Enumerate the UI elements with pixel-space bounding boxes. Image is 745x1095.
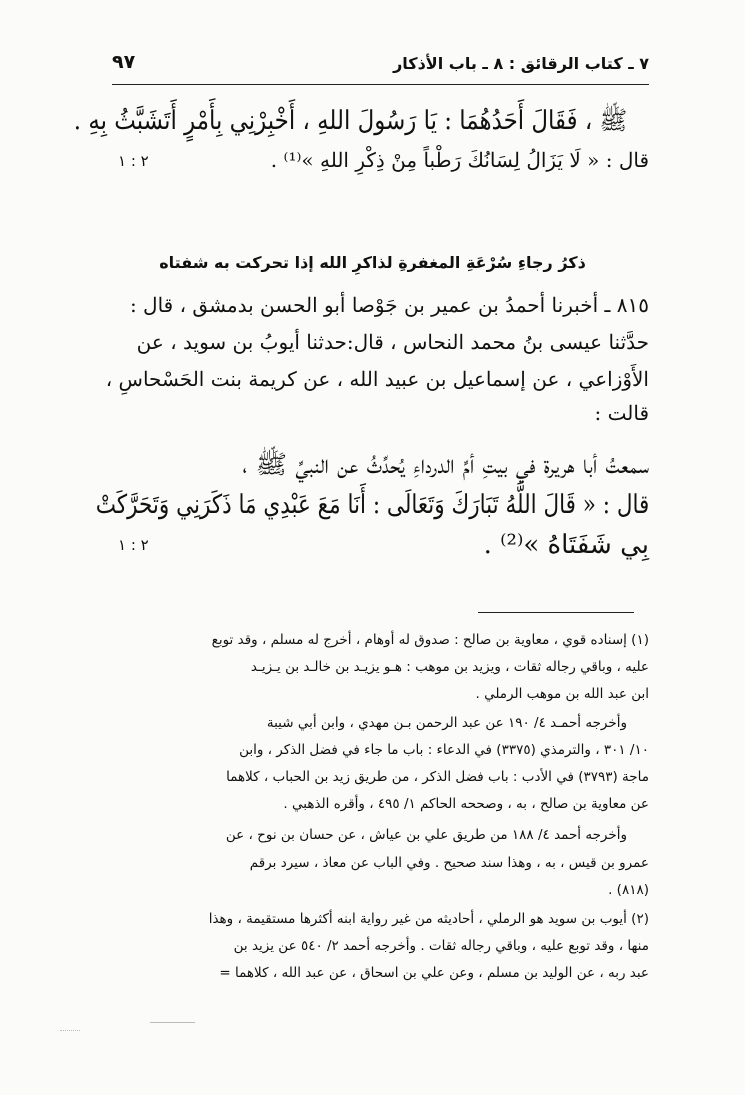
isnad-line: ٨١٥ ـ أخبرنا أحمدُ بن عمير بن جَوْصا أبو الحسن بدمشق ، قال : — [129, 293, 649, 317]
page-number: ٩٧ — [112, 51, 136, 73]
footnote-line: عمرو بن قيس ، به ، وهذا سند صحيح . وفي الباب عن معاذ ، سيرد برقم — [249, 855, 649, 871]
smudge-mark — [150, 1022, 195, 1023]
footnote-line: (٢) أيوب بن سويد هو الرملي ، أحاديثه من غير رواية ابنه أكثرها مستقيمة ، وهذا — [208, 911, 649, 927]
footnote-separator — [478, 612, 634, 613]
footnote-line: عبد ربه ، عن الوليد بن مسلم ، وعن علي بن اسحاق ، عن عبد الله ، كلاهما = — [219, 965, 649, 981]
footnote-line: ١٠/ ٣٠١ ، والترمذي (٣٣٧٥) في الدعاء : باب ما جاء في فضل الذكر ، وابن — [239, 742, 649, 758]
isnad-line: الأَوْزاعي ، عن إسماعيل بن عبيد الله ، عن كريمة بنت الحَسْحاسِ ، — [105, 367, 649, 391]
isnad-line: قالت : — [594, 401, 649, 425]
reference-mark: ٢ : ١ — [118, 152, 149, 170]
matn-line: سمعتُ أبا هريرة في بيتِ أمِّ الدرداءِ يُحدِّثُ عن النبيِّ ﷺ ، — [242, 450, 649, 480]
matn-line: قال : « قَالَ اللَّهُ تَبَارَكَ وَتَعَالَى : أَنَا مَعَ عَبْدِي مَا ذَكَرَنِي وَتَحَرَّكَتْ — [95, 490, 649, 520]
matn-line: بِي شَفَتَاهُ »⁽²⁾ . — [483, 530, 649, 560]
footnote-line: (١) إسناده قوي ، معاوية بن صالح : صدوق له أوهام ، أخرج له مسلم ، وقد توبع — [211, 632, 649, 648]
footnote-line: منها ، وقد توبع عليه ، وباقي رجاله ثقات . وأخرجه أحمد ٢/ ٥٤٠ عن يزيد بن — [233, 938, 649, 954]
footnote-line: وأخرجه أحمد ٤/ ١٨٨ من طريق علي بن عياش ، عن حسان بن نوح ، عن — [225, 827, 627, 843]
chapter-title: ٧ ـ كتاب الرقائق : ٨ ـ باب الأذكار — [393, 54, 649, 73]
smudge-mark — [60, 1030, 80, 1031]
text-line: قال : « لَا يَزَالُ لِسَانُكَ رَطْباً مِنْ ذِكْرِ اللهِ »⁽¹⁾ . — [270, 148, 649, 172]
footnote-line: عليه ، وباقي رجاله ثقات ، ويزيد بن موهب : هـو يزيـد بن خالـد بن يـزيـد — [250, 659, 649, 675]
text-line: ﷺ ، فَقَالَ أَحَدُهُمَا : يَا رَسُولَ اللهِ ، أَخْبِرْنِي بِأَمْرٍ أَتَشَبَّثُ بِهِ . — [73, 106, 627, 136]
reference-mark: ٢ : ١ — [118, 536, 149, 554]
footnote-line: وأخرجه أحمـد ٤/ ١٩٠ عن عبد الرحمن بـن مهدي ، وابن أبي شيبة — [266, 715, 627, 731]
footnote-line: عن معاوية بن صالح ، به ، وصححه الحاكم ١/ ٤٩٥ ، وأقره الذهبي . — [283, 796, 649, 812]
isnad-line: حدَّثنا عيسى بنُ محمد النحاس ، قال:حدثنا أيوبُ بن سويد ، عن — [136, 330, 649, 354]
footnote-line: ماجة (٣٧٩٣) في الأدب : باب فضل الذكر ، من طريق زيد بن الحباب ، كلاهما — [226, 769, 649, 785]
footnote-line: (٨١٨) . — [608, 882, 649, 898]
page-header — [112, 50, 649, 85]
footnote-line: ابن عبد الله بن موهب الرملي . — [475, 686, 649, 702]
section-heading: ذكرُ رجاءِ سُرْعَةِ المغفرةِ لذاكرِ الله إذا تحركت به شفتاه — [159, 253, 586, 272]
